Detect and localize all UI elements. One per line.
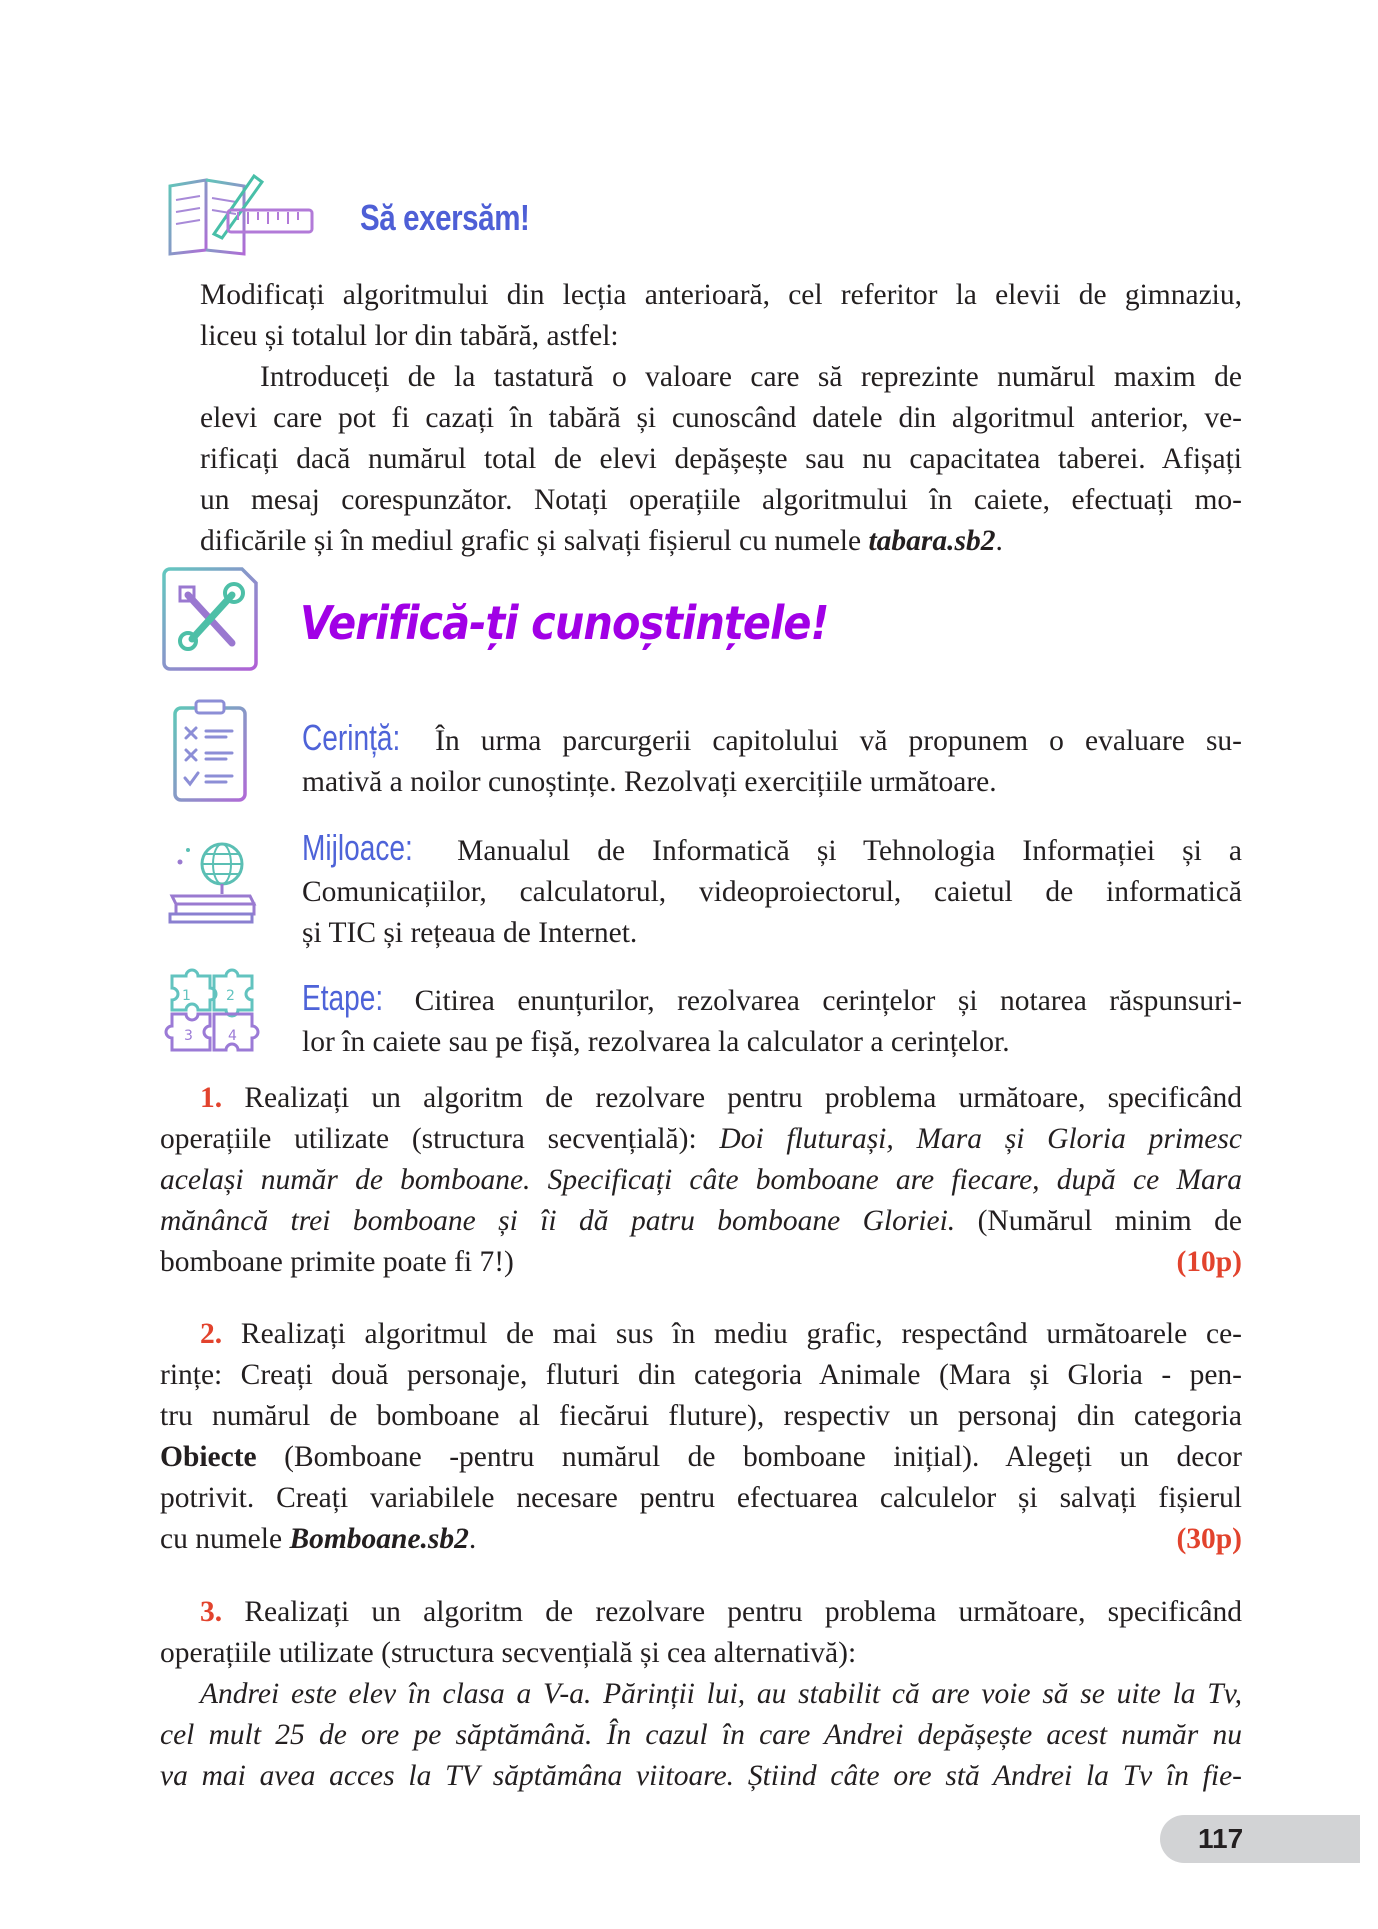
exercise-section-text bbox=[200, 275, 1242, 562]
exercise-line: rințe: Creați două personaje, fluturi din categoria Animale (Mara și Gloria - pen- bbox=[160, 1359, 1242, 1391]
means-line bbox=[302, 827, 1242, 872]
requirement-line bbox=[302, 717, 1242, 762]
text-fragment: În urma parcurgerii capitolului vă propunem o evaluare su- bbox=[435, 725, 1242, 757]
text-line bbox=[200, 521, 1242, 562]
notebook-pencil-icon bbox=[166, 172, 316, 256]
svg-text:3: 3 bbox=[184, 1028, 193, 1044]
exercise-line bbox=[160, 1242, 1242, 1283]
text-fragment: același număr de bomboane. Specificați câte bomboane are fiecare, după ce Mara bbox=[160, 1164, 1242, 1196]
means-label: Mijloace: bbox=[302, 827, 413, 868]
text-line: elevi care pot fi cazați în tabără și cunoscând datele din algoritmul anterior, ve- bbox=[200, 402, 1242, 434]
text-fragment: (Bomboane -pentru numărul de bomboane inițial). Alegeți un decor bbox=[256, 1441, 1242, 1473]
tools-icon bbox=[162, 567, 258, 671]
filename: Bomboane.sb2 bbox=[289, 1523, 469, 1555]
exercise-number: 2. bbox=[200, 1318, 223, 1350]
text-line: liceu și totalul lor din tabără, astfel: bbox=[200, 320, 619, 352]
page-number: 117 bbox=[1198, 1823, 1244, 1854]
text-fragment: va mai avea acces la TV săptămâna viitoare. Știind câte ore stă Andrei la Tv în fie- bbox=[160, 1760, 1242, 1792]
text-line: Modificați algoritmului din lecția anterioară, cel referitor la elevii de gimnaziu, bbox=[200, 279, 1242, 311]
means-line: Comunicațiilor, calculatorul, videoproiectorul, caietul de informatică bbox=[302, 876, 1242, 908]
text-fragment: . bbox=[468, 1523, 477, 1555]
requirement-line: mativă a noilor cunoștințe. Rezolvați exercițiile următoare. bbox=[302, 766, 997, 798]
exercise-line: potrivit. Creați variabilele necesare pentru efectuarea calculelor și salvați fișierul bbox=[160, 1482, 1242, 1514]
exercise-line bbox=[160, 1519, 1242, 1560]
filename: tabara.sb2 bbox=[868, 525, 996, 557]
text-fragment: Realizați un algoritm de rezolvare pentru problema următoare, specificând bbox=[244, 1082, 1243, 1114]
exercise-number: 3. bbox=[200, 1596, 223, 1628]
text-fragment: cel mult 25 de ore pe săptămână. În cazul în care Andrei depășește acest număr nu bbox=[160, 1719, 1242, 1751]
exercise-line bbox=[160, 1119, 1242, 1160]
checklist-icon bbox=[172, 698, 248, 804]
svg-text:1: 1 bbox=[182, 988, 191, 1004]
text-fragment: Andrei este elev în clasa a V-a. Părinții lui, au stabilit că are voie să se uite la Tv, bbox=[200, 1678, 1242, 1710]
text-line: un mesaj corespunzător. Notați operațiile algoritmului în caiete, efectuați mo- bbox=[200, 484, 1242, 516]
points-badge: (30p) bbox=[1176, 1523, 1242, 1555]
exercise-line bbox=[160, 1201, 1242, 1242]
exercise-2 bbox=[160, 1314, 1242, 1560]
exercise-line bbox=[160, 1715, 1242, 1756]
exercise-line bbox=[160, 1674, 1242, 1715]
text-fragment: Citirea enunțurilor, rezolvarea cerințelor și notarea răspunsuri- bbox=[414, 985, 1243, 1017]
check-section-title: Verifică-ți cunoștințele! bbox=[300, 596, 829, 650]
text-line: rificați dacă numărul total de elevi depășește sau nu capacitatea taberei. Afișați bbox=[200, 443, 1242, 475]
exercise-section-title: Să exersăm! bbox=[360, 197, 530, 238]
text-fragment: dificările și în mediul grafic și salvați fișierul cu numele bbox=[200, 525, 869, 557]
text-fragment: bomboane primite poate fi 7!) bbox=[160, 1246, 514, 1278]
svg-text:2: 2 bbox=[226, 988, 235, 1004]
text-fragment: . bbox=[995, 525, 1003, 557]
exercise-line bbox=[160, 1437, 1242, 1478]
text-fragment: (Numărul minim de bbox=[955, 1205, 1242, 1237]
exercise-line bbox=[160, 1756, 1242, 1797]
svg-text:4: 4 bbox=[228, 1028, 237, 1044]
exercise-line: operațiile utilizate (structura secvențială și cea alternativă): bbox=[160, 1637, 857, 1669]
text-fragment: Realizați un algoritm de rezolvare pentru problema următoare, specificând bbox=[244, 1596, 1243, 1628]
text-fragment: Obiecte bbox=[160, 1441, 257, 1473]
text-line: Introduceți de la tastatură o valoare care să reprezinte numărul maxim de bbox=[260, 361, 1242, 393]
puzzle-icon bbox=[166, 966, 258, 1056]
page-number-tab bbox=[1160, 1815, 1360, 1863]
points-badge: (10p) bbox=[1176, 1246, 1242, 1278]
exercise-number: 1. bbox=[200, 1082, 223, 1114]
stages-block bbox=[302, 977, 1242, 1063]
stages-label: Etape: bbox=[302, 977, 384, 1018]
requirement-block bbox=[302, 717, 1242, 803]
text-fragment: mănâncă trei bomboane și îi dă patru bomboane Gloriei. bbox=[160, 1205, 956, 1237]
exercise-line bbox=[160, 1314, 1242, 1355]
stages-line: lor în caiete sau pe fișă, rezolvarea la calculator a cerințelor. bbox=[302, 1026, 1010, 1058]
means-block bbox=[302, 827, 1242, 954]
exercise-line bbox=[160, 1160, 1242, 1201]
exercise-line bbox=[160, 1078, 1242, 1119]
exercise-3 bbox=[160, 1592, 1242, 1797]
text-fragment: Realizați algoritmul de mai sus în mediu grafic, respectând următoarele ce- bbox=[240, 1318, 1243, 1350]
text-fragment: operațiile utilizate (structura secvențială): bbox=[160, 1123, 720, 1155]
requirement-label: Cerință: bbox=[302, 717, 401, 758]
means-line: și TIC și rețeaua de Internet. bbox=[302, 917, 638, 949]
exercise-1 bbox=[160, 1078, 1242, 1283]
exercise-line: tru numărul de bomboane al fiecărui fluture), respectiv un personaj din categoria bbox=[160, 1400, 1242, 1432]
exercise-line bbox=[160, 1592, 1242, 1633]
text-fragment: Doi fluturași, Mara și Gloria primesc bbox=[719, 1123, 1242, 1155]
stages-line bbox=[302, 977, 1242, 1022]
text-fragment: Manualul de Informatică și Tehnologia Informației și a bbox=[457, 835, 1243, 867]
globe-books-icon bbox=[166, 838, 258, 926]
text-fragment: cu numele bbox=[160, 1523, 290, 1555]
